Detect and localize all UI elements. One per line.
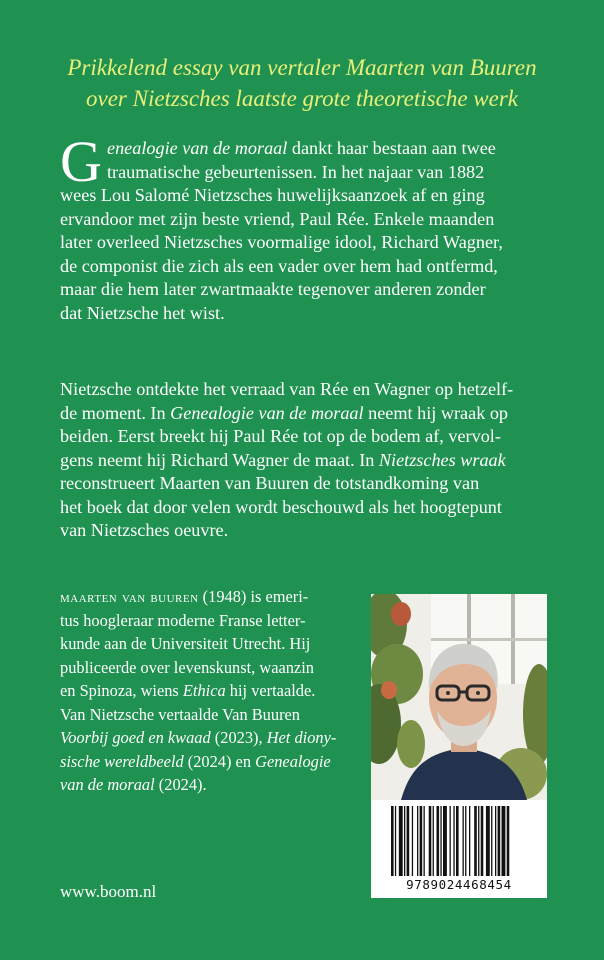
paragraph-2-line: van Nietzsches oeuvre.	[60, 520, 229, 540]
barcode-bar	[463, 806, 464, 876]
author-photo	[371, 594, 547, 800]
barcode-bar	[491, 806, 492, 876]
tagline-line-1: Prikkelend essay van vertaler Maarten van Buuren	[67, 55, 537, 80]
book-title: enealogie van de moraal	[107, 138, 288, 158]
paragraph-1-line: traumatische gebeurtenissen. In het najaar van 1882	[107, 161, 485, 182]
barcode-bar	[412, 806, 413, 876]
barcode-bar	[391, 806, 394, 876]
bio-line: tus hoogleraar moderne Franse letter-	[60, 610, 306, 630]
paragraph-1-line: de componist die zich als een vader over hem had ontfermd,	[60, 255, 498, 276]
barcode-bar	[433, 806, 434, 876]
barcode-bar	[407, 806, 410, 876]
isbn-number: 9789024468454	[406, 877, 512, 892]
bio-line: maarten van buuren (1948) is emeri-	[60, 587, 309, 606]
barcode-bar	[395, 806, 396, 876]
barcode-bar	[437, 806, 440, 876]
barcode-bar	[486, 806, 490, 876]
barcode-bar	[424, 806, 425, 876]
barcode-bar	[474, 806, 477, 876]
paragraph-1-line: maar die hem later zwartmaakte tegenover anderen zonder	[60, 279, 486, 299]
bio-line: publiceerde over levenskunst, waanzin	[60, 657, 314, 677]
bio-line: Voorbij goed en kwaad (2023), Het diony-	[60, 728, 337, 747]
tagline-line-2: over Nietzsches laatste grote theoretische werk	[85, 86, 518, 111]
barcode-bar	[507, 806, 510, 876]
barcode-bar	[450, 806, 451, 876]
barcode	[371, 800, 547, 898]
paragraph-2	[60, 378, 550, 543]
author-name: maarten van buuren	[60, 587, 199, 606]
publisher-website[interactable]: www.boom.nl	[60, 882, 157, 901]
paragraph-2-line: beiden. Eerst breekt hij Paul Rée tot op de bodem af, vervol-	[60, 426, 501, 446]
barcode-bar	[465, 806, 466, 876]
barcode-bar	[440, 806, 441, 876]
paragraph-2-line: gens neemt hij Richard Wagner de maat. In Nietzsches wraak	[60, 449, 506, 470]
tagline	[0, 52, 604, 114]
barcode-bar	[399, 806, 403, 876]
bio-line: van de moraal (2024).	[60, 775, 207, 794]
barcode-bar	[478, 806, 479, 876]
author-portrait-image	[371, 594, 547, 800]
barcode-bar	[495, 806, 496, 876]
barcode-bar	[404, 806, 405, 876]
book-title: Nietzsches wraak	[378, 449, 506, 470]
bio-line: kunde aan de Universiteit Utrecht. Hij	[60, 634, 311, 653]
barcode-bar	[502, 806, 506, 876]
bio-line: sische wereldbeeld (2024) en Genealogie	[60, 751, 331, 771]
barcode-bar	[453, 806, 454, 876]
paragraph-1-line: ervandoor met zijn beste vriend, Paul Rée. Enkele maanden	[60, 208, 495, 229]
book-title: Genealogie van de moraal	[170, 402, 364, 423]
paragraph-1-line: wees Lou Salomé Nietzsches huwelijksaanzoek af en ging	[60, 185, 485, 205]
barcode-bar	[456, 806, 459, 876]
author-bio	[60, 585, 360, 797]
barcode-bar	[443, 806, 447, 876]
paragraph-2-line: het boek dat door velen wordt beschouwd als het hoogtepunt	[60, 496, 502, 517]
paragraph-2-line: reconstrueert Maarten van Buuren de totstandkoming van	[60, 473, 480, 493]
barcode-bar	[429, 806, 432, 876]
paragraph-1-line: enealogie van de moraal dankt haar bestaan aan twee	[107, 138, 496, 158]
drop-cap: G	[60, 129, 102, 194]
paragraph-1-line: dat Nietzsche het wist.	[60, 302, 225, 323]
bio-line: en Spinoza, wiens Ethica hij vertaalde.	[60, 681, 316, 700]
barcode-bar	[498, 806, 501, 876]
barcode-bar	[420, 806, 423, 876]
barcode-bar	[469, 806, 470, 876]
barcode-bar	[481, 806, 484, 876]
paragraph-1	[60, 129, 550, 325]
paragraph-2-line: Nietzsche ontdekte het verraad van Rée en Wagner op hetzelf-	[60, 379, 514, 399]
paragraph-1-line: later overleed Nietzsches voormalige idool, Richard Wagner,	[60, 232, 503, 252]
paragraph-2-line: de moment. In Genealogie van de moraal neemt hij wraak op	[60, 402, 509, 423]
barcode-bars	[371, 800, 547, 880]
barcode-bar	[417, 806, 418, 876]
bio-line: Van Nietzsche vertaalde Van Buuren	[60, 704, 300, 724]
